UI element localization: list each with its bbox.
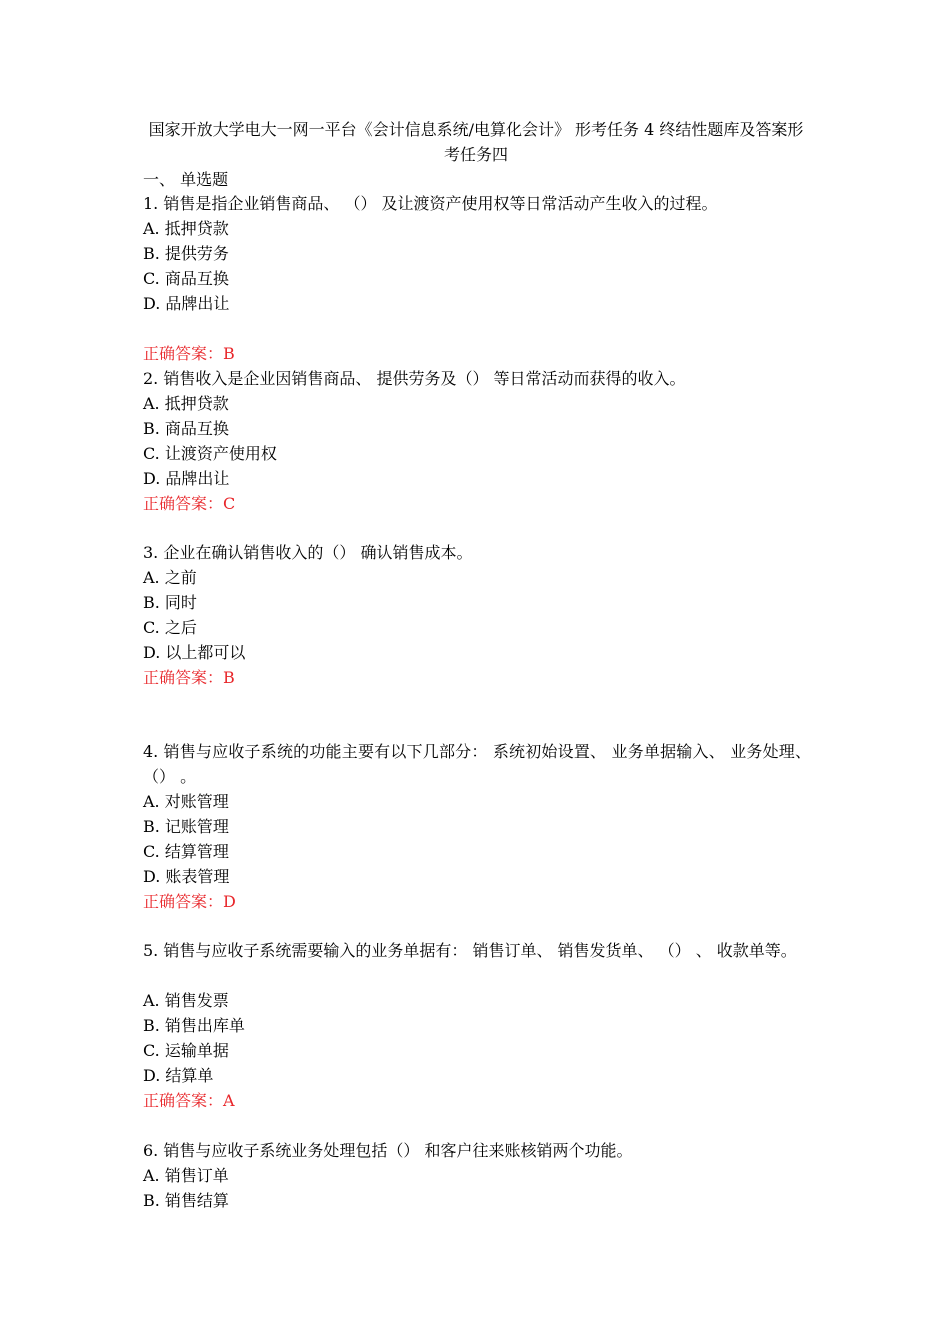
question-2-option-a: A. 抵押贷款 xyxy=(143,394,229,413)
section-heading: 一、 单选题 xyxy=(143,170,229,189)
question-5-option-b: B. 销售出库单 xyxy=(143,1016,245,1035)
question-2-stem: 2. 销售收入是企业因销售商品、 提供劳务及（） 等日常活动而获得的收入。 xyxy=(143,369,686,388)
question-5-answer: 正确答案：A xyxy=(143,1091,235,1110)
question-2-option-d: D. 品牌出让 xyxy=(143,469,230,488)
question-3-answer: 正确答案：B xyxy=(143,668,235,687)
question-2-option-b: B. 商品互换 xyxy=(143,419,229,438)
question-5-option-a: A. 销售发票 xyxy=(143,991,229,1010)
question-1-option-c: C. 商品互换 xyxy=(143,269,229,288)
question-1-stem: 1. 销售是指企业销售商品、 （） 及让渡资产使用权等日常活动产生收入的过程。 xyxy=(143,194,718,213)
document-title: 国家开放大学电大一网一平台《会计信息系统/电算化会计》 形考任务 4 终结性题库及答案形考任务四 xyxy=(148,120,804,164)
question-3-option-d: D. 以上都可以 xyxy=(143,643,246,662)
question-6-option-b: B. 销售结算 xyxy=(143,1191,229,1210)
question-1-option-d: D. 品牌出让 xyxy=(143,294,230,313)
question-3-stem: 3. 企业在确认销售收入的（） 确认销售成本。 xyxy=(143,543,473,562)
question-4-option-b: B. 记账管理 xyxy=(143,817,229,836)
question-1-option-b: B. 提供劳务 xyxy=(143,244,229,263)
question-4-answer: 正确答案：D xyxy=(143,892,236,911)
question-6-option-a: A. 销售订单 xyxy=(143,1166,229,1185)
question-2-answer: 正确答案：C xyxy=(143,494,236,513)
question-5-option-d: D. 结算单 xyxy=(143,1066,214,1085)
question-3-option-a: A. 之前 xyxy=(143,568,197,587)
question-4-option-a: A. 对账管理 xyxy=(143,792,229,811)
question-4-option-c: C. 结算管理 xyxy=(143,842,229,861)
question-6-stem: 6. 销售与应收子系统业务处理包括（） 和客户往来账核销两个功能。 xyxy=(143,1141,633,1160)
question-5-stem: 5. 销售与应收子系统需要输入的业务单据有： 销售订单、 销售发货单、 （） 、 收款单等。 xyxy=(143,941,797,960)
question-1-answer: 正确答案：B xyxy=(143,344,235,363)
question-3-option-b: B. 同时 xyxy=(143,593,197,612)
question-5-option-c: C. 运输单据 xyxy=(143,1041,229,1060)
question-1-option-a: A. 抵押贷款 xyxy=(143,219,229,238)
question-4-option-d: D. 账表管理 xyxy=(143,867,230,886)
question-3-option-c: C. 之后 xyxy=(143,618,197,637)
question-4-stem: 4. 销售与应收子系统的功能主要有以下几部分： 系统初始设置、 业务单据输入、 业务处理、 （） 。 xyxy=(143,742,811,786)
question-2-option-c: C. 让渡资产使用权 xyxy=(143,444,277,463)
